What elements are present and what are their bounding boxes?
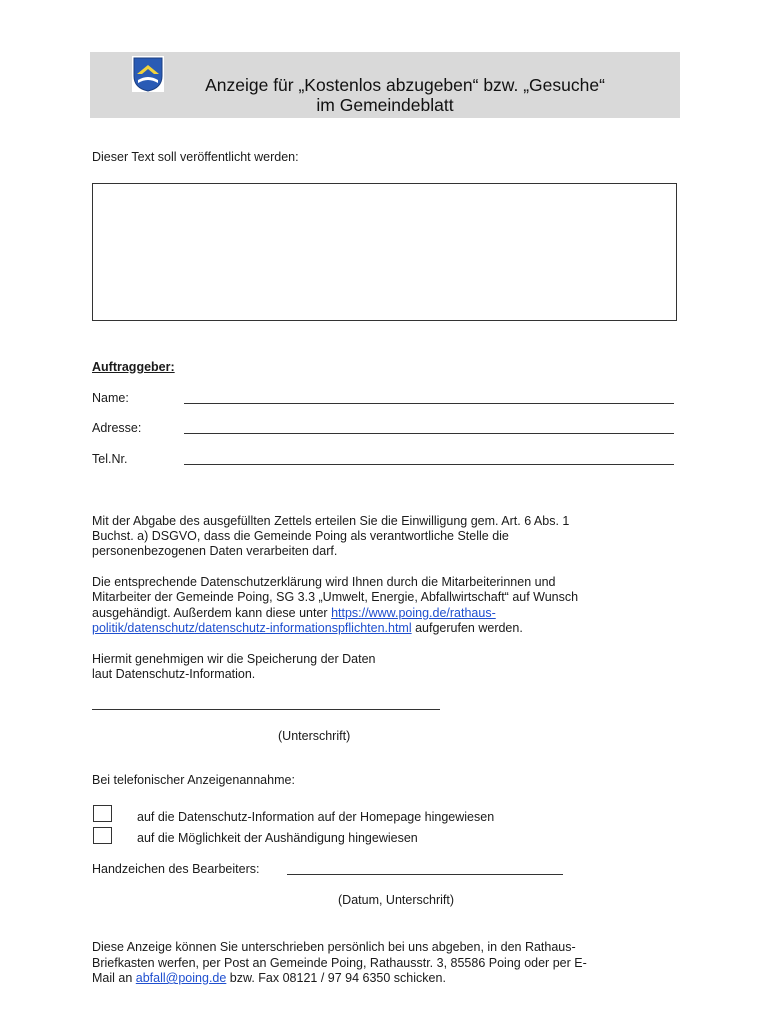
handout-info-checkbox[interactable] [93, 827, 112, 844]
consent-p3-line2: laut Datenschutz-Information. [92, 667, 256, 681]
homepage-info-option-label: auf die Datenschutz-Information auf der Homepage hingewiesen [137, 810, 495, 824]
consent-p2-line1: Die entsprechende Datenschutzerklärung wird Ihnen durch die Mitarbeiterinnen und [92, 575, 556, 589]
name-label: Name: [92, 391, 129, 405]
initials-field-line[interactable] [287, 874, 563, 875]
consent-p1-line1: Mit der Abgabe des ausgefüllten Zettels erteilen Sie die Einwilligung gem. Art. 6 Abs. 1 [92, 514, 570, 528]
client-heading: Auftraggeber: [92, 360, 175, 374]
consent-p2-line3 [92, 606, 496, 622]
initials-label: Handzeichen des Bearbeiters: [92, 862, 260, 876]
footer-line3-pre: Mail an [92, 971, 136, 985]
form-title-line2: im Gemeindeblatt [316, 95, 454, 115]
footer-line2: Briefkasten werfen, per Post an Gemeinde Poing, Rathausstr. 3, 85586 Poing oder per E- [92, 956, 587, 970]
privacy-policy-link-part1[interactable]: https://www.poing.de/rathaus- [331, 606, 496, 620]
intro-text: Dieser Text soll veröffentlicht werden: [92, 150, 299, 164]
name-field-line[interactable] [184, 403, 674, 404]
phone-field-line[interactable] [184, 464, 674, 465]
consent-p1-line2: Buchst. a) DSGVO, dass die Gemeinde Poing als verantwortliche Stelle die [92, 529, 509, 543]
consent-p2-line4-tail: aufgerufen werden. [411, 621, 523, 635]
footer-line3 [92, 971, 446, 987]
consent-p2-line3-text: ausgehändigt. Außerdem kann diese unter [92, 606, 332, 620]
date-signature-caption: (Datum, Unterschrift) [338, 893, 454, 907]
signature-caption: (Unterschrift) [278, 729, 351, 743]
header-band [90, 52, 680, 118]
ad-text-box[interactable] [92, 183, 677, 321]
consent-p3-line1: Hiermit genehmigen wir die Speicherung der Daten [92, 652, 376, 666]
address-field-line[interactable] [184, 433, 674, 434]
privacy-policy-link-part2[interactable]: politik/datenschutz/datenschutz-informationspflichten.html [92, 621, 412, 635]
consent-p2-line2: Mitarbeiter der Gemeinde Poing, SG 3.3 „Umwelt, Energie, Abfallwirtschaft“ auf Wunsch [92, 590, 579, 604]
consent-p1-line3: personenbezogenen Daten verarbeiten darf. [92, 544, 338, 558]
phone-label: Tel.Nr. [92, 452, 128, 466]
phone-acceptance-heading: Bei telefonischer Anzeigenannahme: [92, 773, 295, 787]
email-link[interactable]: abfall@poing.de [135, 971, 227, 985]
footer-line1: Diese Anzeige können Sie unterschrieben persönlich bei uns abgeben, in den Rathaus- [92, 940, 576, 954]
footer-line3-post: bzw. Fax 08121 / 97 94 6350 schicken. [226, 971, 446, 985]
signature-line[interactable] [92, 709, 440, 710]
handout-info-option-label: auf die Möglichkeit der Aushändigung hingewiesen [137, 831, 418, 845]
consent-p2-line4 [92, 621, 523, 637]
address-label: Adresse: [92, 421, 142, 435]
form-title-line1: Anzeige für „Kostenlos abzugeben“ bzw. „Gesuche“ [205, 75, 605, 95]
homepage-info-checkbox[interactable] [93, 805, 112, 822]
